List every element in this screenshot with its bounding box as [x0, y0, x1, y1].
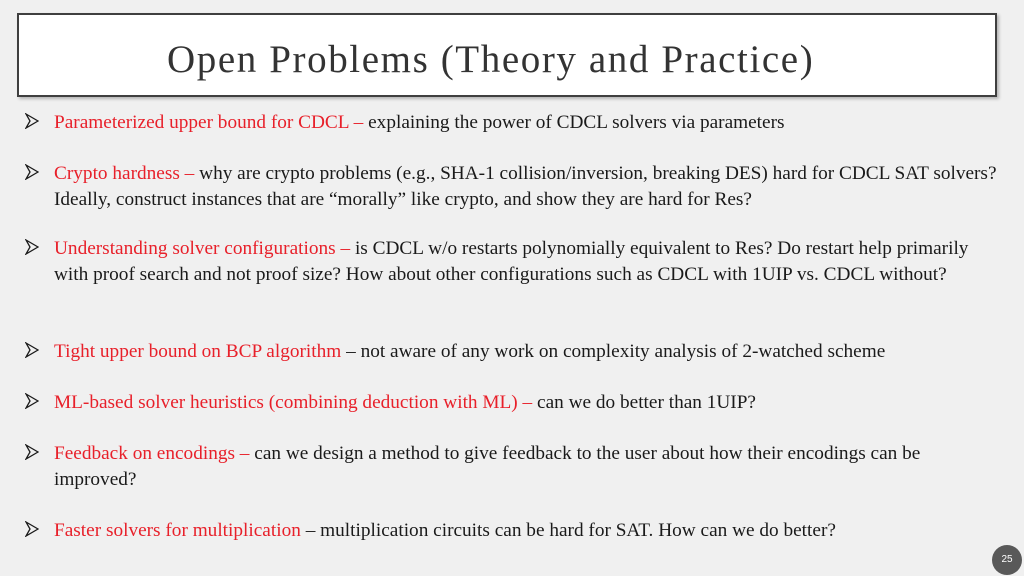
bullet-body: can we do better than 1UIP? — [537, 392, 756, 413]
bullet-text — [54, 236, 1000, 287]
arrow-bullet-icon — [25, 239, 39, 255]
bullet-text — [54, 110, 1000, 136]
arrow-bullet-icon — [25, 342, 39, 358]
arrow-bullet-icon — [25, 393, 39, 409]
bullet-text — [54, 161, 1000, 212]
bullet-text — [54, 441, 1000, 492]
bullet-heading: Feedback on encodings – — [54, 443, 255, 464]
bullet-heading: Faster solvers for multiplication — [54, 520, 301, 541]
bullet-body: is CDCL w/o restarts polynomially equivalent to Res? Do restart help primarily with proof search and not proof size? How about other configurations such as CDCL with 1UIP vs. CDCL without? — [54, 238, 969, 285]
bullet-text — [54, 518, 1000, 544]
bullet-body: can we design a method to give feedback to the user about how their encodings can be improved? — [54, 443, 921, 490]
arrow-bullet-icon — [25, 444, 39, 460]
bullet-heading: Tight upper bound on BCP algorithm — [54, 341, 342, 362]
page-number-badge: 25 — [992, 545, 1022, 575]
arrow-bullet-icon — [25, 113, 39, 129]
bullet-body: – not aware of any work on complexity analysis of 2-watched scheme — [341, 341, 886, 362]
arrow-bullet-icon — [25, 521, 39, 537]
bullet-body: why are crypto problems (e.g., SHA-1 collision/inversion, breaking DES) hard for CDCL SAT solvers? Ideally, construct instances that are “morally” like crypto, and show they are hard for Res? — [54, 163, 997, 210]
bullet-body: – multiplication circuits can be hard for SAT. How can we do better? — [300, 520, 836, 541]
bullet-heading: Crypto hardness – — [54, 163, 200, 184]
bullet-text — [54, 339, 1000, 365]
bullet-text — [54, 390, 1000, 416]
bullet-heading: ML-based solver heuristics (combining deduction with ML) – — [54, 392, 538, 413]
bullet-body: explaining the power of CDCL solvers via parameters — [368, 112, 785, 133]
bullet-heading: Parameterized upper bound for CDCL – — [54, 112, 369, 133]
bullet-heading: Understanding solver configurations – — [54, 238, 355, 259]
slide-title: Open Problems (Theory and Practice) — [167, 38, 815, 81]
arrow-bullet-icon — [25, 164, 39, 180]
